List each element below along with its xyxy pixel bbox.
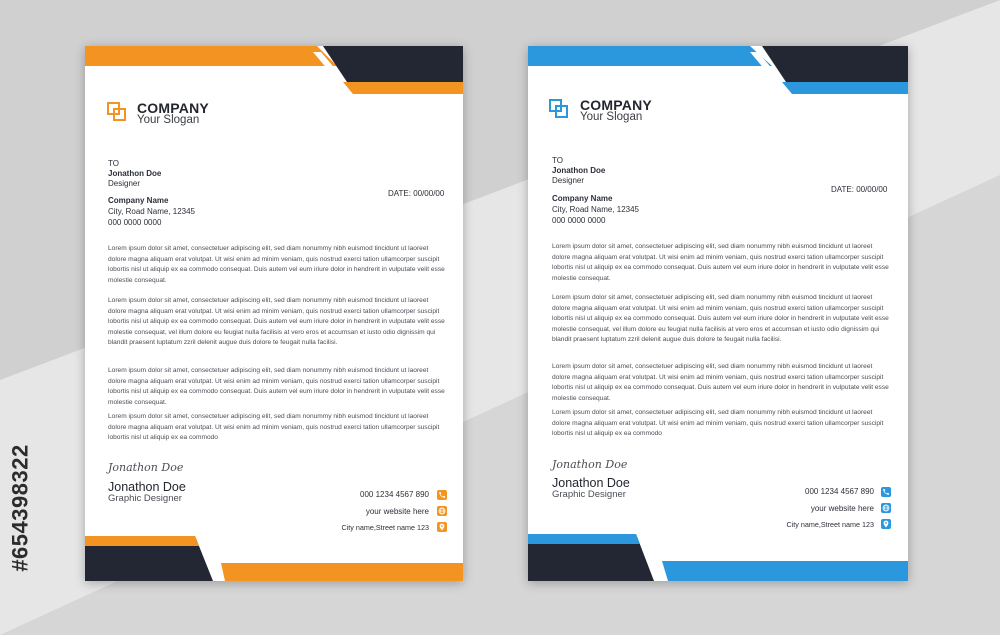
contact-website: your website here <box>810 504 874 513</box>
company-logo-icon <box>548 98 570 120</box>
recipient-address: City, Road Name, 12345 <box>108 207 196 216</box>
body-paragraph: Lorem ipsum dolor sit amet, consectetuer adipiscing elit, sed diam nonummy nibh euismod tincidunt ut laoreet dolore magna aliquam erat volutpat. Ut wisi enim ad minim veniam, quis nostrud exerci tation ullamcorper suscipit lobortis nisl ut aliquip ex ea commodo consequat. Duis autem vel eum iriure dolor in hendrerit in vulputate velit esse molestie consequat. <box>552 363 889 402</box>
body-paragraph: Lorem ipsum dolor sit amet, consectetuer adipiscing elit, sed diam nonummy nibh euismod tincidunt ut laoreet dolore magna aliquam erat volutpat. Ut wisi enim ad minim veniam, quis nostrud exerci tation ullamcorper suscipit lobortis nisl ut aliquip ex ea commodo <box>108 413 440 442</box>
recipient-name: Jonathon Doe <box>108 169 162 178</box>
recipient-name: Jonathon Doe <box>552 166 606 175</box>
company-slogan: Your Slogan <box>137 114 200 126</box>
contact-phone: 000 1234 4567 890 <box>360 490 429 499</box>
letterhead-blue <box>528 46 908 581</box>
body-paragraph: Lorem ipsum dolor sit amet, consectetuer adipiscing elit, sed diam nonummy nibh euismod tincidunt ut laoreet dolore magna aliquam erat volutpat. Ut wisi enim ad minim veniam, quis nostrud exerci tation ullamcorper suscipit lobortis nisl ut aliquip ex ea commodo consequat. Duis autem vel eum iriure dolor in hendrerit in vulputate velit esse molestie consequat, vel illum dolore eu feugiat nulla facilisis at vero eros et accumsan et iusto odio dignissim qui blandit praesent luptatum zzril delenit augue duis dolore te feugait nulla facilisi. <box>552 294 889 344</box>
company-slogan: Your Slogan <box>580 111 643 123</box>
signature: Jonathon Doe <box>108 461 184 474</box>
recipient-title: Designer <box>108 179 141 188</box>
contact-address: City name,Street name 123 <box>341 523 429 532</box>
to-label: TO <box>108 159 119 168</box>
phone-icon <box>881 487 891 497</box>
signer-title: Graphic Designer <box>552 489 626 500</box>
letterhead-orange <box>85 46 463 581</box>
recipient-address: City, Road Name, 12345 <box>552 205 640 214</box>
company-logo-icon <box>106 101 128 123</box>
recipient-phone: 000 0000 0000 <box>108 218 162 227</box>
location-icon <box>437 522 447 532</box>
contact-address: City name,Street name 123 <box>786 520 874 529</box>
stock-id-watermark <box>4 388 38 628</box>
recipient-phone: 000 0000 0000 <box>552 216 606 225</box>
to-label: TO <box>552 156 563 165</box>
date-label: DATE: 00/00/00 <box>388 189 445 198</box>
recipient-company: Company Name <box>108 196 169 205</box>
location-icon <box>881 519 891 529</box>
contact-phone: 000 1234 4567 890 <box>805 487 874 496</box>
stock-id-text: #654398322 <box>8 444 34 572</box>
body-paragraph: Lorem ipsum dolor sit amet, consectetuer adipiscing elit, sed diam nonummy nibh euismod tincidunt ut laoreet dolore magna aliquam erat volutpat. Ut wisi enim ad minim veniam, quis nostrud exerci tation ullamcorper suscipit lobortis nisl ut aliquip ex ea commodo consequat. Duis autem vel eum iriure dolor in hendrerit in vulputate velit esse molestie consequat. <box>108 367 445 406</box>
contact-website: your website here <box>365 507 429 516</box>
signer-name: Jonathon Doe <box>552 476 630 490</box>
company-name: COMPANY <box>137 100 209 116</box>
signer-name: Jonathon Doe <box>108 480 186 494</box>
body-paragraph: Lorem ipsum dolor sit amet, consectetuer adipiscing elit, sed diam nonummy nibh euismod tincidunt ut laoreet dolore magna aliquam erat volutpat. Ut wisi enim ad minim veniam, quis nostrud exerci tation ullamcorper suscipit lobortis nisl ut aliquip ex ea commodo consequat. Duis autem vel eum iriure dolor in hendrerit in vulputate velit esse molestie consequat. <box>552 243 889 282</box>
recipient-title: Designer <box>552 176 585 185</box>
phone-icon <box>437 490 447 500</box>
globe-icon <box>437 506 447 516</box>
signer-title: Graphic Designer <box>108 493 182 504</box>
signature: Jonathon Doe <box>552 458 628 471</box>
company-name: COMPANY <box>580 97 652 113</box>
date-label: DATE: 00/00/00 <box>831 185 888 194</box>
recipient-company: Company Name <box>552 194 613 203</box>
globe-icon <box>881 503 891 513</box>
body-paragraph: Lorem ipsum dolor sit amet, consectetuer adipiscing elit, sed diam nonummy nibh euismod tincidunt ut laoreet dolore magna aliquam erat volutpat. Ut wisi enim ad minim veniam, quis nostrud exerci tation ullamcorper suscipit lobortis nisl ut aliquip ex ea commodo consequat. Duis autem vel eum iriure dolor in hendrerit in vulputate velit esse molestie consequat, vel illum dolore eu feugiat nulla facilisis at vero eros et accumsan et iusto odio dignissim qui blandit praesent luptatum zzril delenit augue duis dolore te feugait nulla facilisi. <box>108 297 445 347</box>
body-paragraph: Lorem ipsum dolor sit amet, consectetuer adipiscing elit, sed diam nonummy nibh euismod tincidunt ut laoreet dolore magna aliquam erat volutpat. Ut wisi enim ad minim veniam, quis nostrud exerci tation ullamcorper suscipit lobortis nisl ut aliquip ex ea commodo consequat. Duis autem vel eum iriure dolor in hendrerit in vulputate velit esse molestie consequat. <box>108 245 445 284</box>
body-paragraph: Lorem ipsum dolor sit amet, consectetuer adipiscing elit, sed diam nonummy nibh euismod tincidunt ut laoreet dolore magna aliquam erat volutpat. Ut wisi enim ad minim veniam, quis nostrud exerci tation ullamcorper suscipit lobortis nisl ut aliquip ex ea commodo <box>552 409 884 438</box>
